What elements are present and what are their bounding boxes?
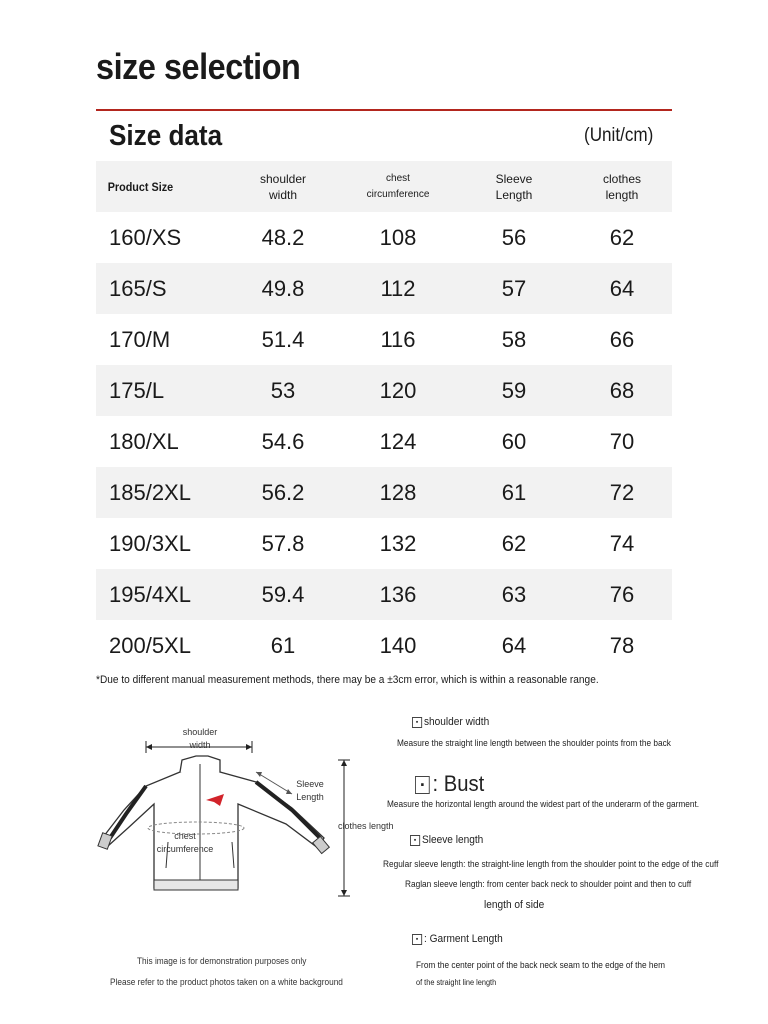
regular-sleeve-description: Regular sleeve length: the straight-line length from the shoulder point to the edge of the cuff: [383, 859, 719, 869]
shoulder-cell: 57.8: [261, 530, 305, 556]
length-cell: 74: [609, 530, 635, 556]
section-title: Size data: [109, 120, 223, 152]
sleeve-cell: 57: [501, 275, 527, 301]
sleeve-cell: 56: [501, 224, 527, 250]
shoulder-width-description: Measure the straight line length between the shoulder points from the back: [397, 738, 671, 748]
chest-circumference-label: chest circumference: [156, 831, 214, 854]
number-glyph-icon: ▪: [410, 835, 420, 846]
table-row: [96, 314, 672, 365]
garment-length-description-2: of the straight line length: [416, 978, 497, 987]
diagram-caption-1: This image is for demonstration purposes only: [137, 956, 307, 966]
chest-cell: 120: [379, 377, 417, 403]
size-cell: 165/S: [109, 275, 167, 301]
sleeve-length-label: Sleeve Length: [296, 779, 324, 802]
size-cell: 160/XS: [109, 224, 182, 250]
size-cell: 175/L: [109, 377, 165, 403]
table-row: [96, 212, 672, 263]
shoulder-cell: 56.2: [261, 479, 305, 505]
sleeve-cell: 61: [501, 479, 527, 505]
number-glyph-icon: ▪: [412, 934, 422, 945]
shoulder-cell: 59.4: [261, 581, 305, 607]
sleeve-cell: 62: [501, 530, 527, 556]
size-cell: 195/4XL: [109, 581, 191, 607]
size-cell: 185/2XL: [109, 479, 191, 505]
number-glyph-icon: ▪: [415, 776, 430, 794]
header-shoulder-width: shoulder width: [259, 171, 307, 202]
length-cell: 62: [609, 224, 635, 250]
sleeve-cell: 60: [501, 428, 527, 454]
length-cell: 76: [609, 581, 635, 607]
bust-heading: ▪ : Bust: [415, 771, 484, 797]
shoulder-cell: 54.6: [261, 428, 305, 454]
chest-cell: 132: [379, 530, 417, 556]
sleeve-cell: 59: [501, 377, 527, 403]
raglan-sleeve-description: Raglan sleeve length: from center back neck to shoulder point and then to cuff: [405, 879, 692, 889]
table-row: [96, 620, 672, 671]
size-table: [96, 161, 672, 671]
shoulder-cell: 49.8: [261, 275, 305, 301]
measurement-note: *Due to different manual measurement methods, there may be a ±3cm error, which is within a reasonable range.: [96, 674, 599, 686]
size-cell: 180/XL: [109, 428, 179, 454]
chest-cell: 112: [380, 275, 416, 301]
sleeve-cell: 63: [501, 581, 527, 607]
shoulder-cell: 48.2: [261, 224, 305, 250]
table-row: [96, 263, 672, 314]
number-glyph-icon: ▪: [412, 717, 422, 728]
table-row: [96, 569, 672, 620]
chest-cell: 116: [380, 326, 416, 352]
jacket-illustration: [96, 720, 396, 910]
sleeve-length-heading: ▪ Sleeve length: [410, 834, 483, 846]
jacket-diagram: [96, 720, 396, 910]
clothes-length-label: clothes length: [338, 821, 394, 831]
header-chest-circumference: chest circumference: [366, 172, 430, 200]
shoulder-width-label: shoulder width: [182, 727, 218, 750]
shoulder-cell: 51.4: [261, 326, 305, 352]
size-cell: 190/3XL: [109, 530, 191, 556]
length-of-side-heading: length of side: [484, 899, 545, 911]
table-row: [96, 365, 672, 416]
length-cell: 64: [609, 275, 635, 301]
size-cell: 200/5XL: [109, 632, 191, 658]
table-header-row: [96, 161, 672, 212]
garment-length-heading: ▪ : Garment Length: [412, 933, 503, 945]
shoulder-cell: 53: [270, 377, 296, 403]
shoulder-cell: 61: [270, 632, 296, 658]
length-cell: 72: [609, 479, 635, 505]
length-cell: 66: [609, 326, 635, 352]
length-cell: 70: [609, 428, 635, 454]
length-cell: 68: [609, 377, 635, 403]
sleeve-cell: 58: [501, 326, 527, 352]
header-product-size: Product Size: [107, 179, 174, 194]
unit-label: (Unit/cm): [584, 125, 654, 146]
bust-description: Measure the horizontal length around the widest part of the underarm of the garment.: [387, 799, 700, 809]
table-row: [96, 518, 672, 569]
shoulder-width-heading: ▪ shoulder width: [412, 716, 489, 728]
page-title: size selection: [96, 46, 301, 87]
size-cell: 170/M: [109, 326, 171, 352]
chest-cell: 128: [379, 479, 417, 505]
sleeve-cell: 64: [501, 632, 527, 658]
diagram-caption-2: Please refer to the product photos taken on a white background: [110, 977, 343, 987]
header-sleeve-length: Sleeve Length: [495, 171, 533, 202]
chest-cell: 124: [379, 428, 417, 454]
table-row: [96, 467, 672, 518]
garment-length-description: From the center point of the back neck seam to the edge of the hem: [416, 960, 666, 970]
title-divider: [96, 109, 672, 111]
length-cell: 78: [609, 632, 635, 658]
header-clothes-length: clothes length: [602, 171, 642, 202]
chest-cell: 108: [379, 224, 417, 250]
chest-cell: 136: [379, 581, 417, 607]
chest-cell: 140: [379, 632, 417, 658]
table-row: [96, 416, 672, 467]
